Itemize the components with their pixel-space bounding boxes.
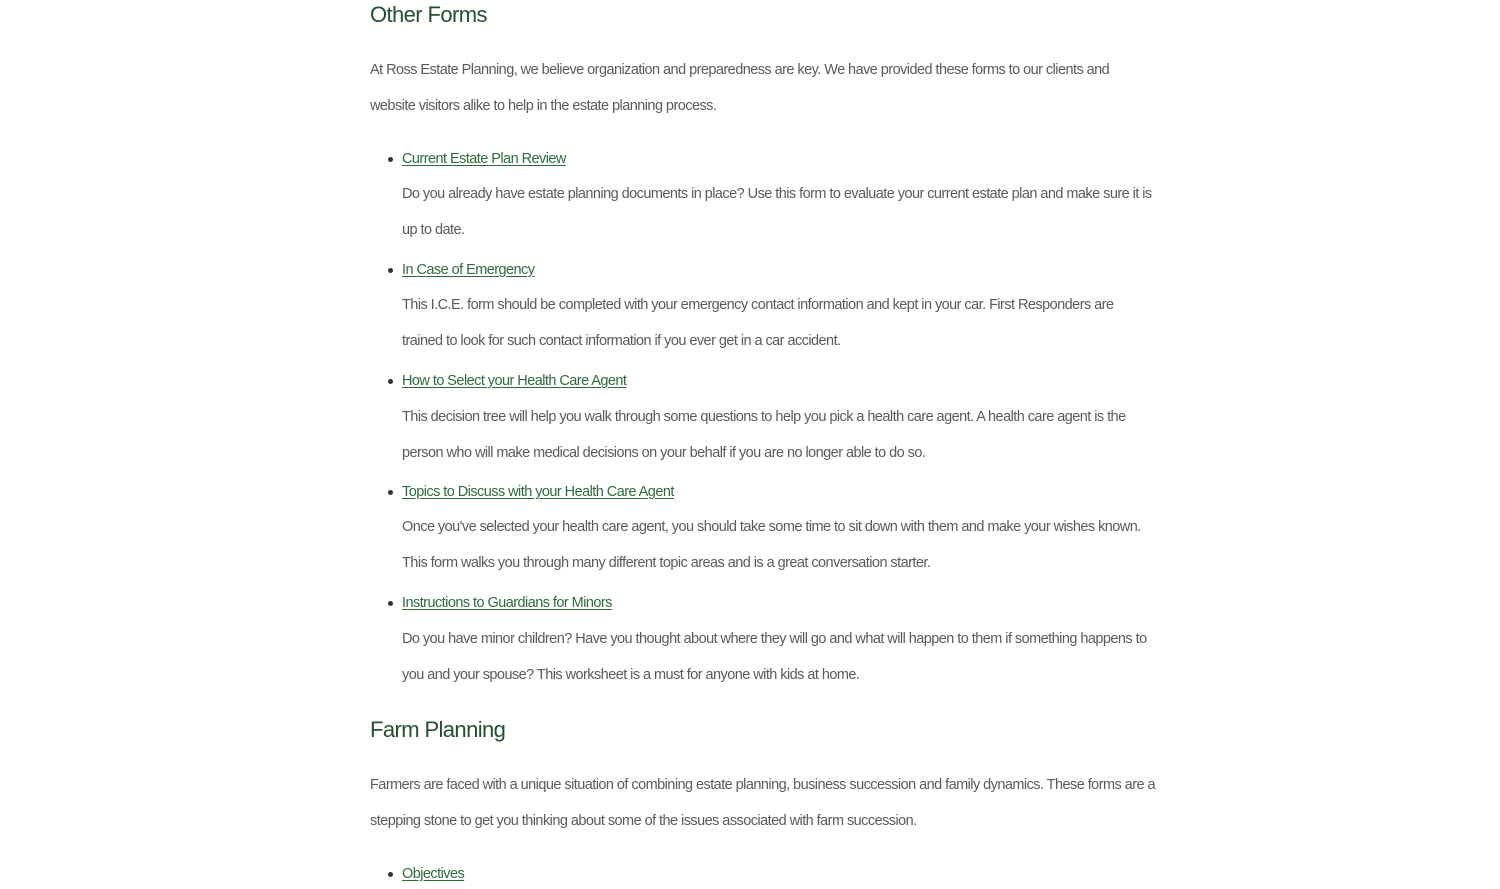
- item-description-line: you and your spouse? This worksheet is a must for anyone with kids at home.: [402, 667, 860, 683]
- other-forms-intro-line: At Ross Estate Planning, we believe organization and preparedness are key. We have provided these forms to our clients and: [370, 62, 1110, 78]
- bullet-icon: [388, 157, 393, 162]
- farm-planning-intro-line: Farmers are faced with a unique situation of combining estate planning, business succession and family dynamics. These forms are a: [370, 777, 1155, 793]
- farm-planning-intro-line: stepping stone to get you thinking about some of the issues associated with farm succession.: [370, 813, 917, 829]
- bullet-icon: [388, 601, 393, 606]
- topics-health-care-agent-link[interactable]: Topics to Discuss with your Health Care Agent: [402, 484, 674, 500]
- bullet-icon: [388, 268, 393, 273]
- select-health-care-agent-link[interactable]: How to Select your Health Care Agent: [402, 373, 627, 389]
- item-description-line: Once you've selected your health care agent, you should take some time to sit down with them and make your wishes known.: [402, 519, 1141, 535]
- other-forms-heading: Other Forms: [370, 2, 487, 27]
- farm-planning-heading: Farm Planning: [370, 717, 506, 742]
- bullet-icon: [388, 490, 393, 495]
- item-description-line: Do you have minor children? Have you thought about where they will go and what will happen to them if something happens to: [402, 631, 1147, 647]
- in-case-of-emergency-link[interactable]: In Case of Emergency: [402, 262, 535, 278]
- current-estate-plan-review-link[interactable]: Current Estate Plan Review: [402, 151, 566, 167]
- item-description-line: trained to look for such contact information if you ever get in a car accident.: [402, 333, 841, 349]
- bullet-icon: [388, 379, 393, 384]
- bullet-icon: [388, 872, 393, 877]
- guardians-for-minors-link[interactable]: Instructions to Guardians for Minors: [402, 595, 612, 611]
- item-description-line: This I.C.E. form should be completed with your emergency contact information and kept in your car. First Responders are: [402, 297, 1114, 313]
- item-description-line: person who will make medical decisions on your behalf if you are no longer able to do so.: [402, 445, 926, 461]
- item-description-line: This decision tree will help you walk through some questions to help you pick a health care agent. A health care agent is the: [402, 409, 1126, 425]
- objectives-link[interactable]: Objectives: [402, 866, 465, 882]
- item-description-line: Do you already have estate planning documents in place? Use this form to evaluate your current estate plan and make sure it is: [402, 186, 1152, 202]
- item-description-line: up to date.: [402, 222, 465, 238]
- other-forms-intro-line: website visitors alike to help in the estate planning process.: [370, 98, 717, 114]
- item-description-line: This form walks you through many different topic areas and is a great conversation starter.: [402, 555, 931, 571]
